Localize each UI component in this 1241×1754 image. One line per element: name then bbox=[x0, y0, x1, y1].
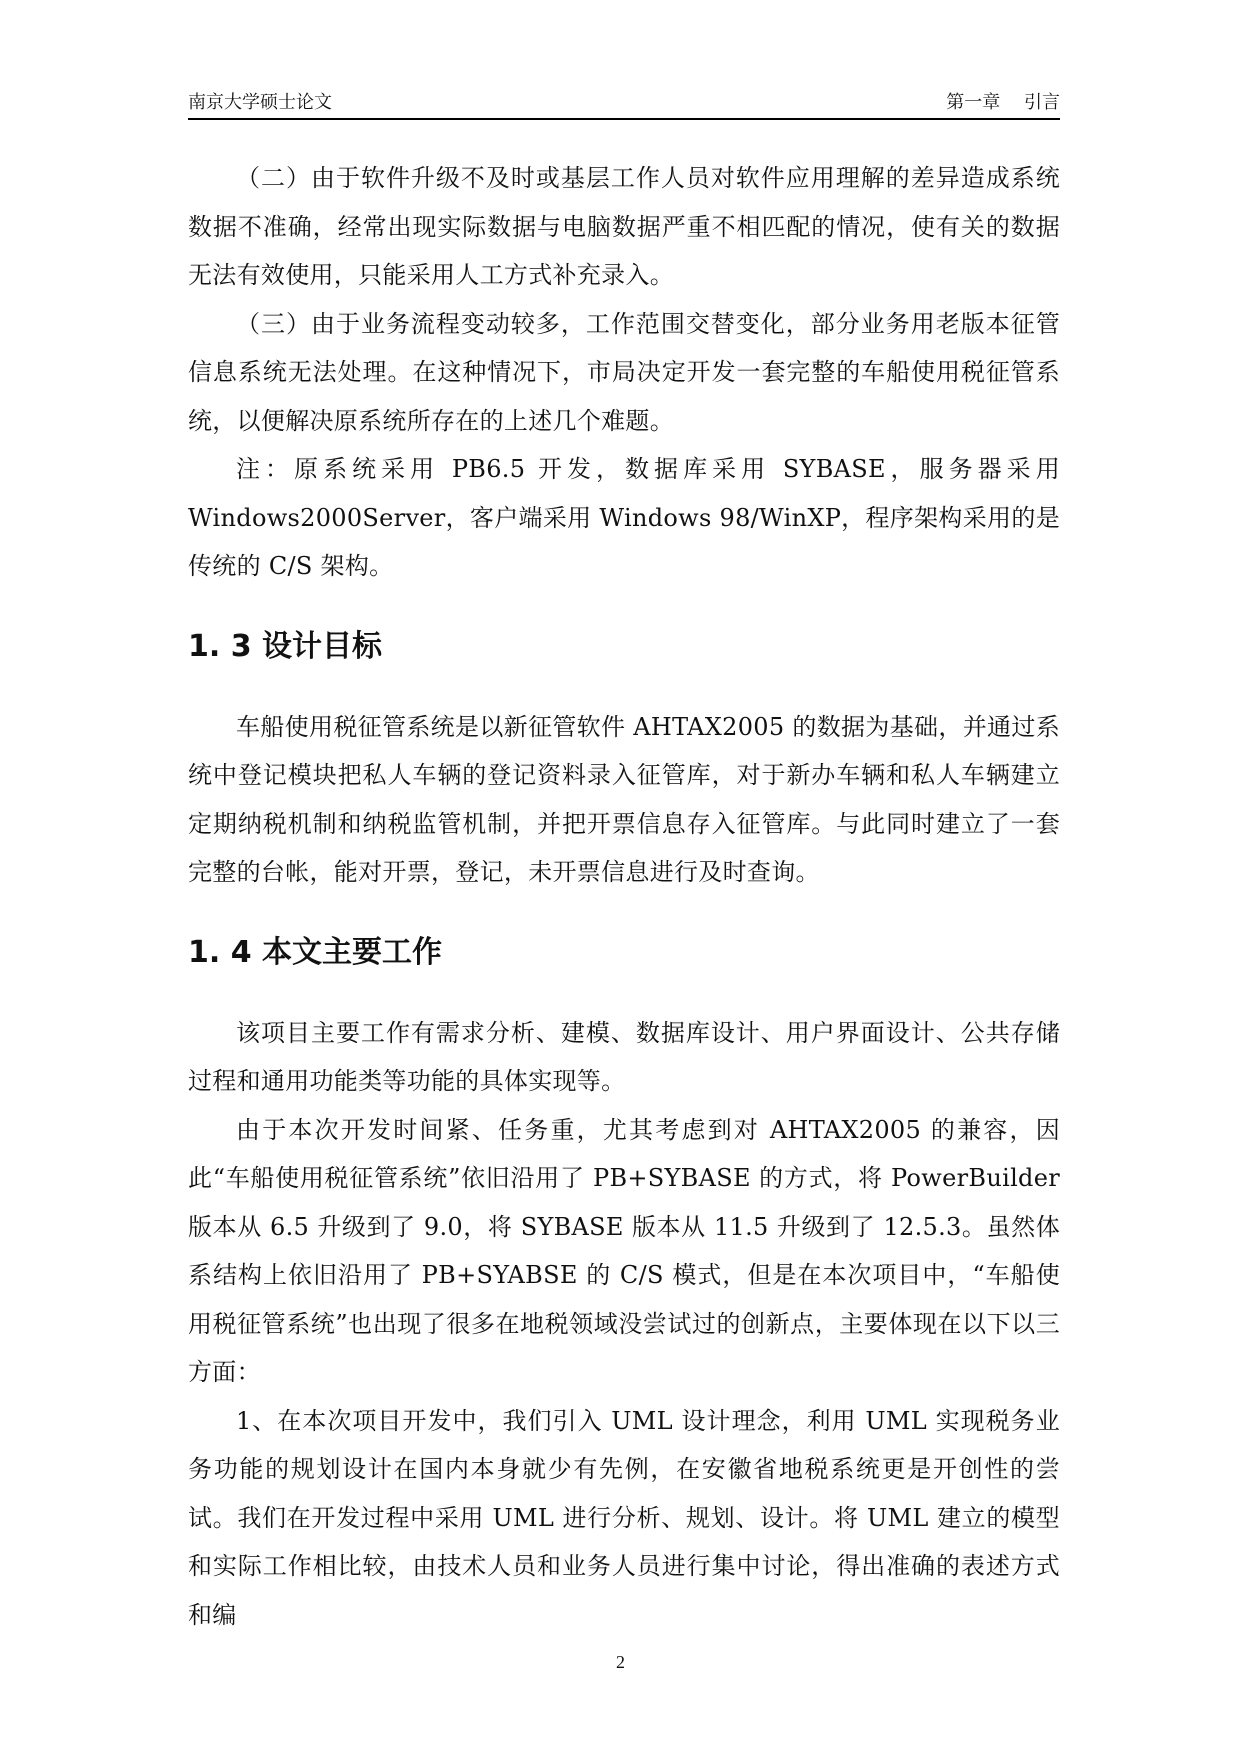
section-heading-1-4: 1. 4 本文主要工作 bbox=[188, 934, 443, 970]
chapter-title-header: 第一章 引言 bbox=[946, 92, 1060, 113]
thesis-title-header: 南京大学硕士论文 bbox=[188, 92, 332, 113]
paragraph: 由于本次开发时间紧、任务重，尤其考虑到对 AHTAX2005 的兼容，因此“车船使用税征管系统”依旧沿用了 PB+SYBASE 的方式，将 PowerBuilder 版本从 6.5 升级到了 9.0，将 SYBASE 版本从 11.5 升级到了 12.5.3。虽然体系结构上依旧沿用了 PB+SYABSE 的 C/S 模式，但是在本次项目中，“车船使用税征管系统”也出现了很多在地税领域没尝试过的创新点，主要体现在以下以三方面： bbox=[188, 1115, 1060, 1386]
section-heading-1-3: 1. 3 设计目标 bbox=[188, 628, 383, 664]
paragraph: （二）由于软件升级不及时或基层工作人员对软件应用理解的差异造成系统数据不准确，经常出现实际数据与电脑数据严重不相匹配的情况，使有关的数据无法有效使用，只能采用人工方式补充录入。 bbox=[188, 164, 1060, 289]
document-body bbox=[188, 154, 1060, 1639]
page-number: 2 bbox=[616, 1652, 625, 1672]
paragraph: 注：原系统采用 PB6.5 开发，数据库采用 SYBASE，服务器采用 Windows2000Server，客户端采用 Windows 98/WinXP，程序架构采用的是传统的 C/S 架构。 bbox=[188, 455, 1060, 580]
paragraph: 1、在本次项目开发中，我们引入 UML 设计理念，利用 UML 实现税务业务功能的规划设计在国内本身就少有先例，在安徽省地税系统更是开创性的尝试。我们在开发过程中采用 UML 进行分析、规划、设计。将 UML 建立的模型和实际工作相比较，由技术人员和业务人员进行集中讨论，得出准确的表述方式和编 bbox=[188, 1406, 1060, 1629]
page-header bbox=[188, 84, 1060, 120]
paragraph: 该项目主要工作有需求分析、建模、数据库设计、用户界面设计、公共存储过程和通用功能类等功能的具体实现等。 bbox=[188, 1018, 1060, 1095]
paragraph: （三）由于业务流程变动较多，工作范围交替变化，部分业务用老版本征管信息系统无法处理。在这种情况下，市局决定开发一套完整的车船使用税征管系统，以便解决原系统所存在的上述几个难题。 bbox=[188, 309, 1060, 435]
paragraph: 车船使用税征管系统是以新征管软件 AHTAX2005 的数据为基础，并通过系统中登记模块把私人车辆的登记资料录入征管库，对于新办车辆和私人车辆建立定期纳税机制和纳税监管机制，并把开票信息存入征管库。与此同时建立了一套完整的台帐，能对开票，登记，未开票信息进行及时查询。 bbox=[188, 712, 1060, 886]
